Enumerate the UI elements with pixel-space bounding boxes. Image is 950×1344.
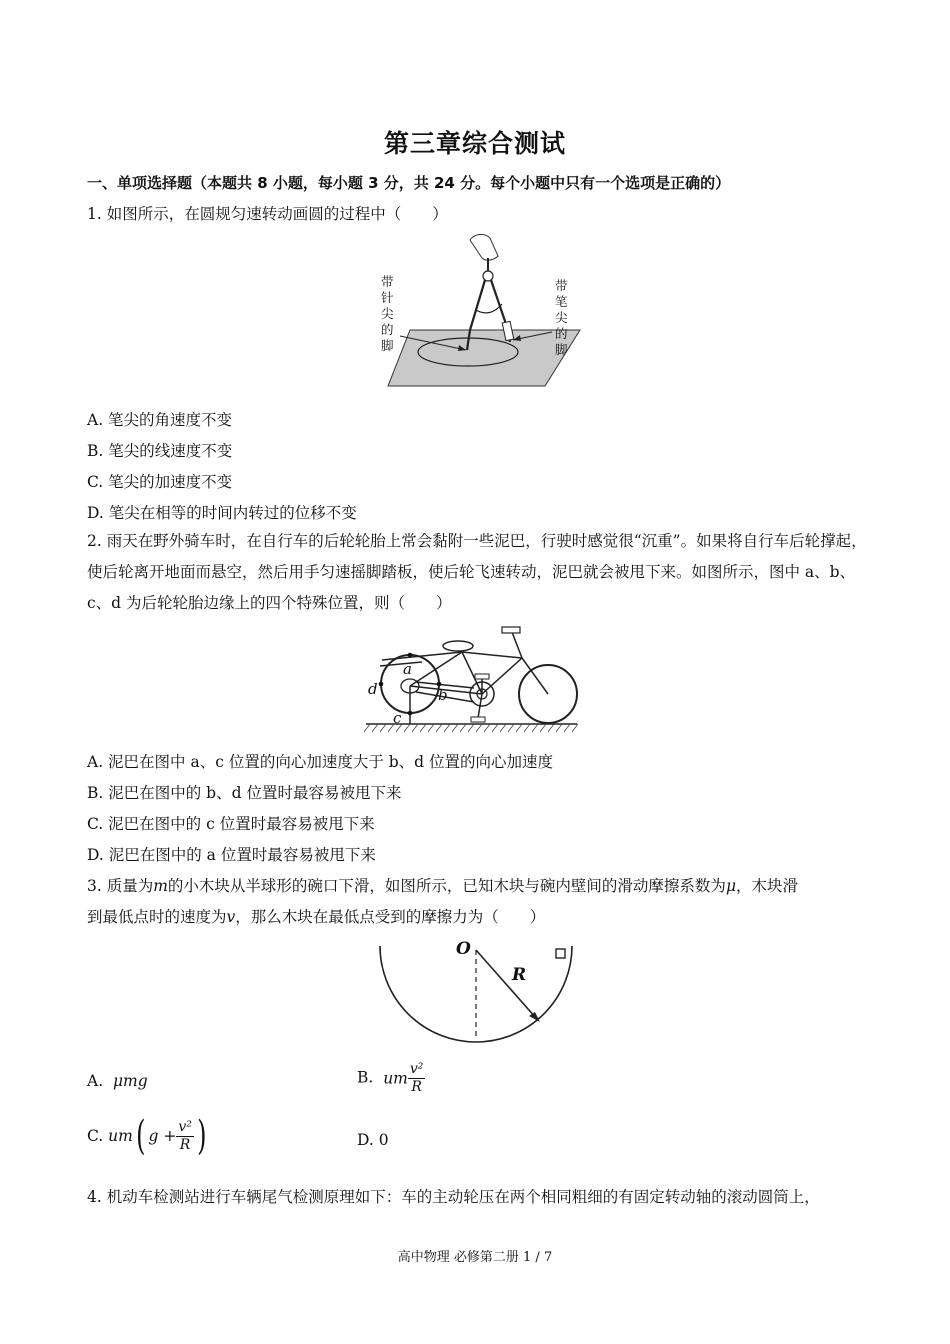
q3-option-d: D. 0 (357, 1131, 389, 1149)
q1-option-d: D. 笔尖在相等的时间内转过的位移不变 (87, 504, 357, 522)
q1-option-b: B. 笔尖的线速度不变 (87, 442, 233, 460)
left-label-2: 针 (381, 290, 394, 305)
point-c-label: c (393, 709, 402, 727)
seat (443, 641, 473, 651)
q1-option-c: C. 笔尖的加速度不变 (87, 473, 233, 491)
right-label-1: 带 (555, 278, 568, 293)
q3-option-c-den: R (179, 1136, 191, 1153)
right-label-4: 的 (555, 326, 568, 341)
q3-text-4: 到最低点时的速度为 (87, 908, 227, 926)
right-label-3: 尖 (555, 310, 568, 325)
q3-option-c-coef: um (108, 1127, 133, 1145)
bicycle-figure (362, 622, 582, 740)
right-label-2: 笔 (555, 294, 568, 309)
q3-option-c-label: C. (87, 1127, 104, 1145)
q3-option-a (87, 1072, 148, 1090)
q3-text-5: ，那么木块在最低点受到的摩擦力为（ ） (235, 908, 546, 926)
q3-option-c: C. um( g + $\frac{\text{v²}}{R}$ ) (87, 1113, 207, 1159)
q3-option-b-label: B. (357, 1068, 374, 1087)
q2-option-a: A. 泥巴在图中 a、c 位置的向心加速度大于 b、d 位置的向心加速度 (87, 753, 554, 771)
q3-text-3: ，木块滑 (736, 877, 799, 895)
wood-block (556, 949, 565, 958)
radius-line (476, 950, 536, 1018)
compass-figure (370, 232, 590, 394)
q2-stem: 2. 雨天在野外骑车时，在自行车的后轮轮胎上常会黏附一些泥巴，行驶时感觉很“沉重”。如果将自行车后轮撑起，使后轮离开地面而悬空，然后用手匀速摇脚踏板，使后轮飞速转动，泥巴就会被甩下来。如图所示，图中 a、b、c、d 为后轮轮胎边缘上的四个特殊位置，则（ ） (87, 532, 867, 612)
q3-option-b-den: R (411, 1079, 422, 1095)
q3-var-mu: μ (725, 877, 737, 895)
point-b-label: b (438, 686, 448, 704)
q3-option-b-coef: um (383, 1069, 408, 1088)
q2-option-b: B. 泥巴在图中的 b、d 位置时最容易被甩下来 (87, 784, 402, 802)
left-label-5: 脚 (381, 338, 394, 353)
page-footer: 高中物理 必修第二册 1 / 7 (397, 1250, 553, 1265)
q4-stem: 4. 机动车检测站进行车辆尾气检测原理如下：车的主动轮压在两个相同粗细的有固定转动轴的滚动圆筒上， (87, 1188, 820, 1206)
q3-option-c-num: v² (178, 1118, 192, 1135)
bowl-figure (372, 936, 582, 1048)
q3-option-c-g: g + (148, 1127, 177, 1145)
page-title: 第三章综合测试 (383, 129, 566, 158)
q3-option-b (357, 1061, 425, 1096)
hand (470, 234, 498, 260)
compass-hinge (483, 271, 493, 281)
q1-option-a: A. 笔尖的角速度不变 (87, 411, 233, 429)
point-d-label: d (368, 680, 378, 698)
point-a-label: a (403, 660, 412, 678)
left-label-3: 尖 (381, 306, 394, 321)
q1-stem: 1. 如图所示，在圆规匀速转动画圆的过程中（ ） (87, 205, 448, 223)
q3-text-2: 的小木块从半球形的碗口下滑，如图所示，已知木块与碗内壁间的滑动摩擦系数为 (167, 877, 726, 895)
q3-text-1: 3. 质量为 (87, 877, 154, 895)
q2-option-c: C. 泥巴在图中的 c 位置时最容易被甩下来 (87, 815, 375, 833)
right-label-5: 脚 (555, 342, 568, 357)
q3-stem-line2 (87, 905, 545, 927)
q3-var-v: v (226, 908, 236, 926)
q3-var-m: m (153, 877, 168, 895)
section-heading: 一、单项选择题（本题共 8 小题，每小题 3 分，共 24 分。每个小题中只有一个选项是正确的） (87, 174, 731, 192)
q3-option-a-expr: μmg (112, 1072, 148, 1090)
q3-option-b-num: v² (409, 1061, 424, 1077)
q3-stem-line1 (87, 874, 798, 896)
left-label-4: 的 (381, 322, 394, 337)
left-label-1: 带 (381, 274, 394, 289)
handlebar (502, 627, 520, 633)
radius-label: R (512, 965, 527, 985)
q2-option-d: D. 泥巴在图中的 a 位置时最容易被甩下来 (87, 846, 376, 864)
q3-option-a-label: A. (87, 1072, 104, 1090)
center-label: O (456, 939, 471, 959)
